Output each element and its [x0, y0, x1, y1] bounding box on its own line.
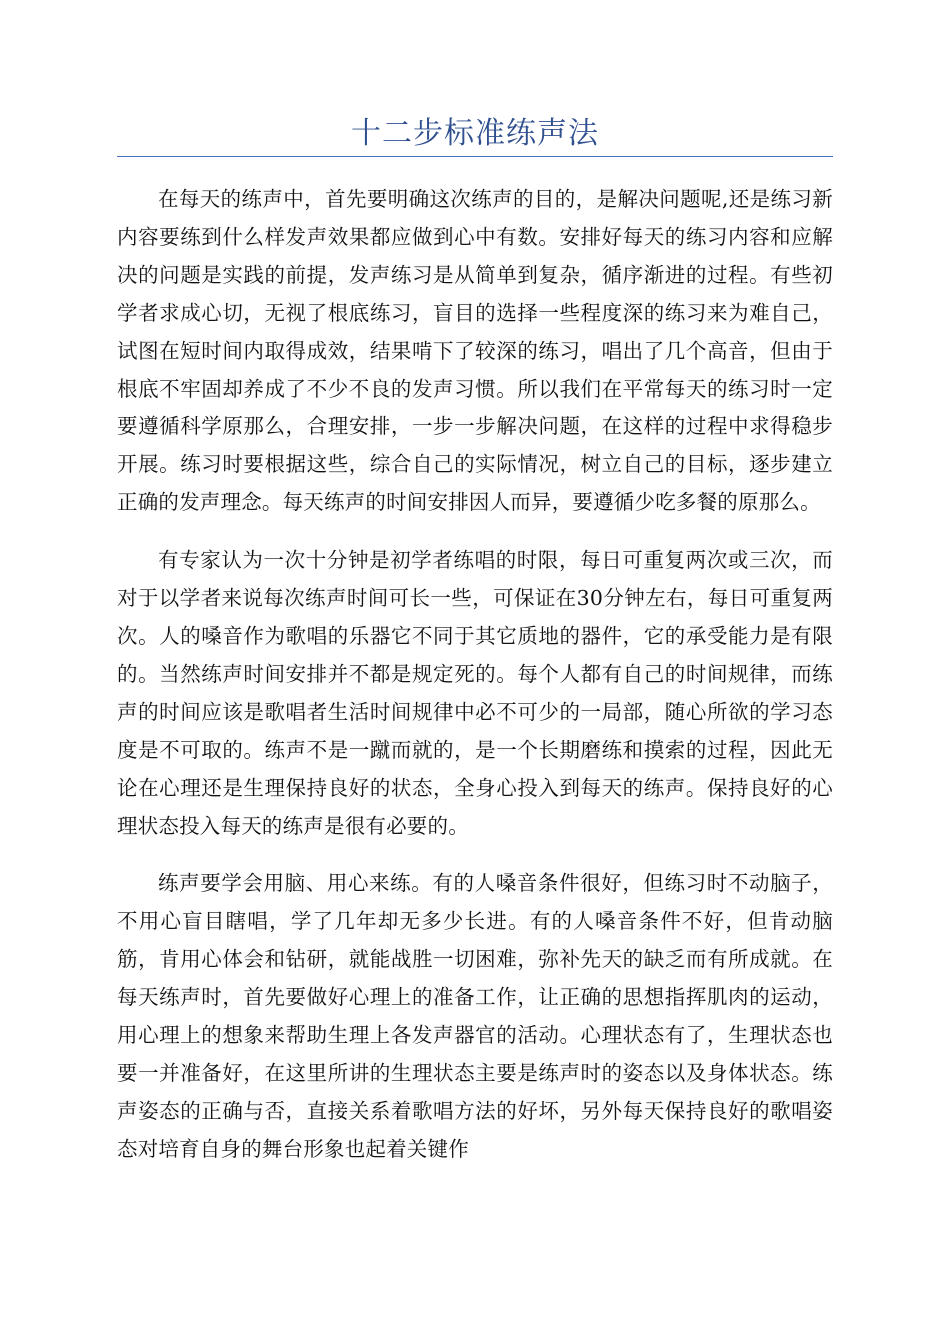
paragraph-3: 练声要学会用脑、用心来练。有的人嗓音条件很好，但练习时不动脑子，不用心盲目瞎唱，学了几年却无多少长进。有的人嗓音条件不好，但肯动脑筋，肯用心体会和钻研，就能战胜一切困难，弥补先天的缺乏而有所成就。在每天练声时，首先要做好心理上的准备工作，让正确的思想指挥肌肉的运动，用心理上的想象来帮助生理上各发声器官的活动。心理状态有了，生理状态也要一并准备好，在这里所讲的生理状态主要是练声时的姿态以及身体状态。练声姿态的正确与否，直接关系着歌唱方法的好坏，另外每天保持良好的歌唱姿态对培育自身的舞台形象也起着关键作	[117, 871, 833, 1161]
document-page	[117, 112, 833, 1189]
document-title: 十二步标准练声法	[351, 116, 599, 151]
paragraph-2: 有专家认为一次十分钟是初学者练唱的时限，每日可重复两次或三次，而对于以学者来说每次练声时间可长一些，可保证在30分钟左右，每日可重复两次。人的嗓音作为歌唱的乐器它不同于其它质地的器件，它的承受能力是有限的。当然练声时间安排并不都是规定死的。每个人都有自己的时间规律，而练声的时间应该是歌唱者生活时间规律中必不可少的一局部，随心所欲的学习态度是不可取的。练声不是一蹴而就的，是一个长期磨练和摸索的过程，因此无论在心理还是生理保持良好的状态，全身心投入到每天的练声。保持良好的心理状态投入每天的练声是很有必要的。	[117, 548, 833, 838]
title-underline	[117, 156, 833, 157]
paragraph-1: 在每天的练声中，首先要明确这次练声的目的，是解决问题呢,还是练习新内容要练到什么样发声效果都应做到心中有数。安排好每天的练习内容和应解决的问题是实践的前提，发声练习是从简单到复杂，循序渐进的过程。有些初学者求成心切，无视了根底练习，盲目的选择一些程度深的练习来为难自己，试图在短时间内取得成效，结果啃下了较深的练习，唱出了几个高音，但由于根底不牢固却养成了不少不良的发声习惯。所以我们在平常每天的练习时一定要遵循科学原那么，合理安排，一步一步解决问题，在这样的过程中求得稳步开展。练习时要根据这些，综合自己的实际情况，树立自己的目标，逐步建立正确的发声理念。每天练声的时间安排因人而异，要遵循少吃多餐的原那么。	[117, 187, 833, 515]
